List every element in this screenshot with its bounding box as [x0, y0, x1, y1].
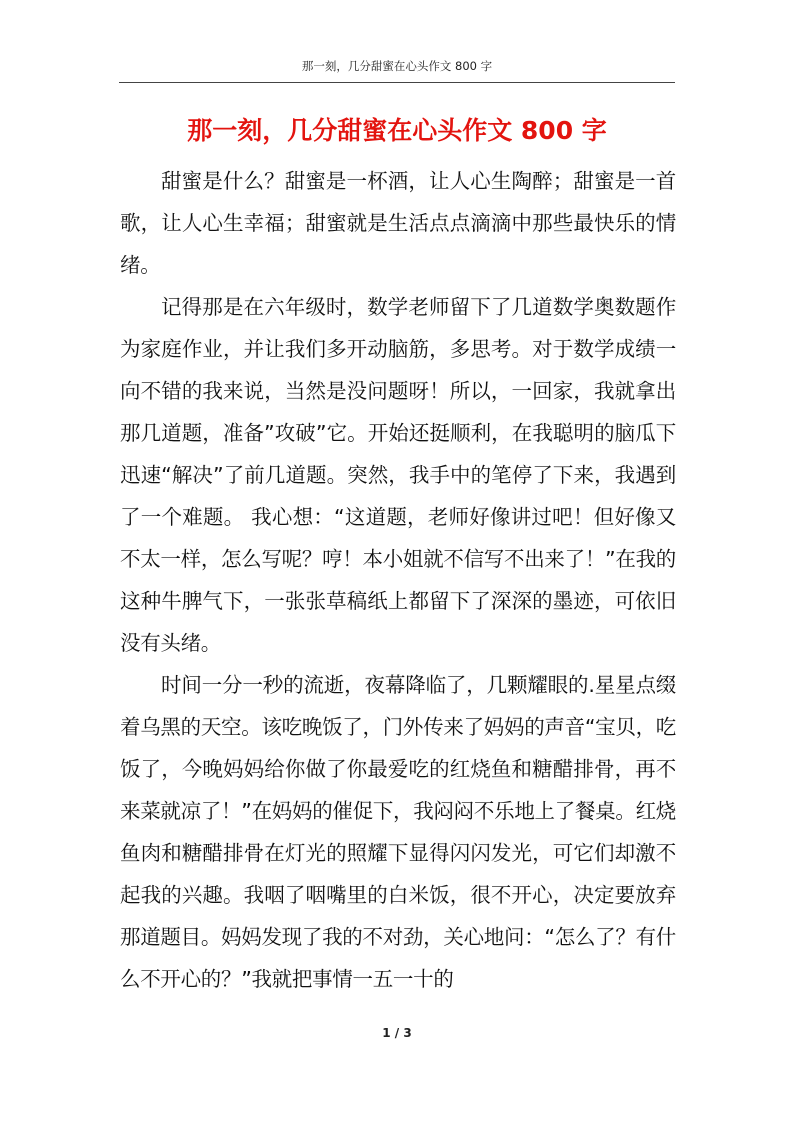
paragraph: 甜蜜是什么？甜蜜是一杯酒，让人心生陶醉；甜蜜是一首歌，让人心生幸福；甜蜜就是生活点点滴滴中那些最快乐的情绪。 [120, 169, 676, 277]
running-header: 那一刻，几分甜蜜在心头作文 800 字 [301, 59, 493, 73]
header-divider [119, 82, 675, 83]
paragraph: 记得那是在六年级时，数学老师留下了几道数学奥数题作为家庭作业，并让我们多开动脑筋，多思考。对于数学成绩一向不错的我来说，当然是没问题呀！所以，一回家，我就拿出那几道题，准备”攻破”它。开始还挺顺利，在我聪明的脑瓜下迅速“解决”了前几道题。突然，我手中的笔停了下来，我遇到了一个难题。 我心想：“这道题，老师好像讲过吧！但好像又不太一样，怎么写呢？哼！本小姐就不信写不出来了！”在我的这种牛脾气下，一张张草稿纸上都留下了深深的墨迹，可依旧没有头绪。 [120, 295, 676, 655]
document-body [120, 160, 676, 1000]
page-number: 1 / 3 [382, 1026, 412, 1040]
document-title: 那一刻，几分甜蜜在心头作文 800 字 [187, 116, 607, 145]
paragraph: 时间一分一秒的流逝，夜幕降临了，几颗耀眼的.星星点缀着乌黑的天空。该吃晚饭了，门外传来了妈妈的声音“宝贝，吃饭了，今晚妈妈给你做了你最爱吃的红烧鱼和糖醋排骨，再不来菜就凉了！”在妈妈的催促下，我闷闷不乐地上了餐桌。红烧鱼肉和糖醋排骨在灯光的照耀下显得闪闪发光，可它们却激不起我的兴趣。我咽了咽嘴里的白米饭，很不开心，决定要放弃那道题目。妈妈发现了我的不对劲，关心地问：“怎么了？有什么不开心的？”我就把事情一五一十的 [120, 673, 676, 991]
